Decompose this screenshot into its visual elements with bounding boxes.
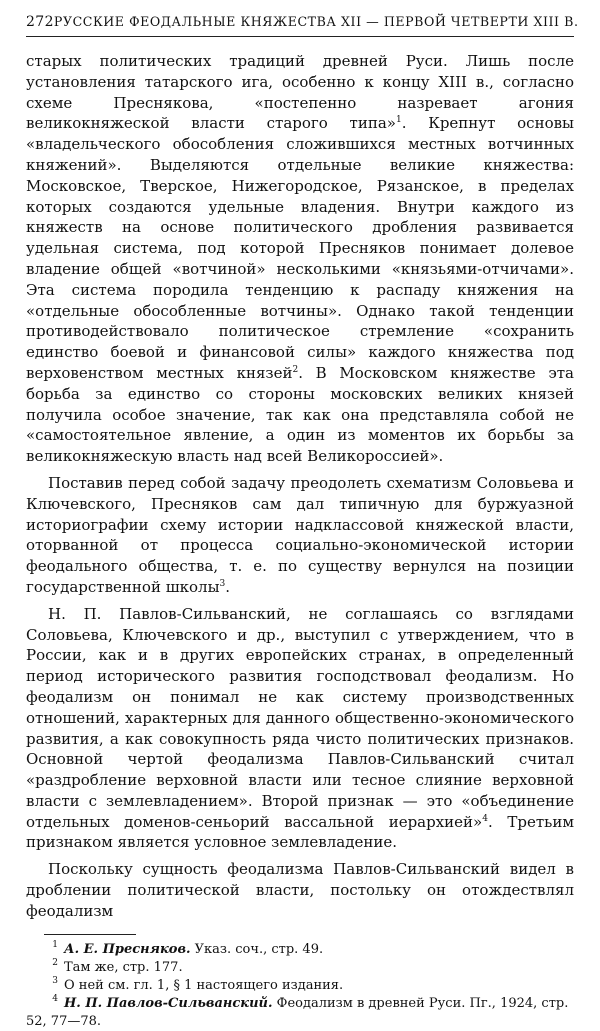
footnote-divider	[44, 934, 136, 935]
text-segment: Н. П. Павлов-Сильванский, не соглашаясь со взглядами Соловьева, Ключевского и др., выступил с утверждением, что в России, как и в других европейских странах, в определенный период исторического развития господствовал феодализм. Но феодализм он понимал не как систему производственных отношений, характерных для данного общественно-экономического развития, а как совокупность ряда чисто политических признаков. Основной чертой феодализма Павлов-Сильванский считал «раздробление верховной власти или тесное слияние верховной власти с землевладением». Второй признак — это «объединение отдельных доменов-сеньорий вассальной иерархией»	[26, 604, 574, 831]
footnote: 1 А. Е. Пресняков. Указ. соч., стр. 49.	[52, 940, 324, 957]
footnote: 3 О ней см. гл. 1, § 1 настоящего издания.	[52, 976, 344, 993]
text-segment: Поскольку сущность феодализма Павлов-Сильванский видел в дроблении политической власти, постольку он отождествлял феодализм	[26, 860, 574, 920]
text-segment: старых политических традиций древней Руси. Лишь после установления татарского ига, особенно к концу XIII в., согласно схеме Преснякова, «постепенно назревает агония великокняжеской власти старого типа»	[26, 52, 574, 133]
main-text	[26, 51, 574, 922]
footnote-text: Там же, стр. 177.	[64, 959, 183, 975]
footnote-reference[interactable]: 1	[395, 115, 402, 126]
footnote: 2 Там же, стр. 177.	[52, 958, 183, 975]
body-paragraph	[26, 473, 574, 598]
body-paragraph	[26, 51, 574, 467]
footnote-reference[interactable]: 2	[292, 364, 299, 375]
footnotes	[26, 941, 574, 1031]
text-segment: . Третьим признаком является условное землевладение.	[26, 812, 574, 852]
body-paragraph	[26, 604, 574, 854]
text-segment: . Крепнут основы «владельческого обособления сложившихся местных вотчинных княжений». Выделяются отдельные великие княжества: Московское, Тверское, Нижегородское, Рязанское, в пределах которых создаются удельные владения. Внутри каждого из княжеств на основе политического дробления развивается удельная система, под которой Пресняков понимает долевое владение общей «вотчиной» несколькими «князьями-отчичами». Эта система породила тенденцию к распаду княжения на «отдельные обособленные вотчины». Однако такой тенденции противодействовало политическое стремление «сохранить единство боевой и финансовой силы» каждого княжества под верховенством местных князей	[26, 114, 574, 382]
running-title: РУССКИЕ ФЕОДАЛЬНЫЕ КНЯЖЕСТВА XII — ПЕРВОЙ ЧЕТВЕРТИ XIII В.	[53, 14, 579, 29]
footnote-author: Н. П. Павлов-Сильванский.	[64, 995, 273, 1011]
body-paragraph	[26, 859, 574, 921]
footnote: 4 Н. П. Павлов-Сильванский. Феодализм в древней Руси. Пг., 1924, стр. 52, 77—78.	[26, 994, 569, 1029]
page-number: 272	[26, 14, 54, 30]
text-segment: . В Московском княжестве эта борьба за единство со стороны московских великих князей получила особое значение, так как она представляла собой не «самостоятельное явление, а один из моментов их борьбы за великокняжескую власть над всей Великороссией».	[26, 363, 574, 466]
page-header	[26, 14, 579, 37]
text-segment: .	[225, 577, 231, 596]
footnote-author: А. Е. Пресняков.	[64, 941, 191, 957]
footnote-text: Феодализм в древней Руси. Пг., 1924, стр. 52, 77—78.	[26, 995, 569, 1029]
footnote-reference[interactable]: 4	[482, 813, 488, 824]
footnote-text: О ней см. гл. 1, § 1 настоящего издания.	[64, 977, 344, 993]
footnote-text: Указ. соч., стр. 49.	[190, 941, 324, 957]
footnote-reference[interactable]: 3	[219, 578, 226, 589]
text-segment: Поставив перед собой задачу преодолеть схематизм Соловьева и Ключевского, Пресняков сам дал типичную для буржуазной историографии схему истории надклассовой княжеской власти, оторванной от процесса социально-экономической истории феодального общества, т. е. по существу вернулся на позиции государственной школы	[26, 473, 574, 596]
